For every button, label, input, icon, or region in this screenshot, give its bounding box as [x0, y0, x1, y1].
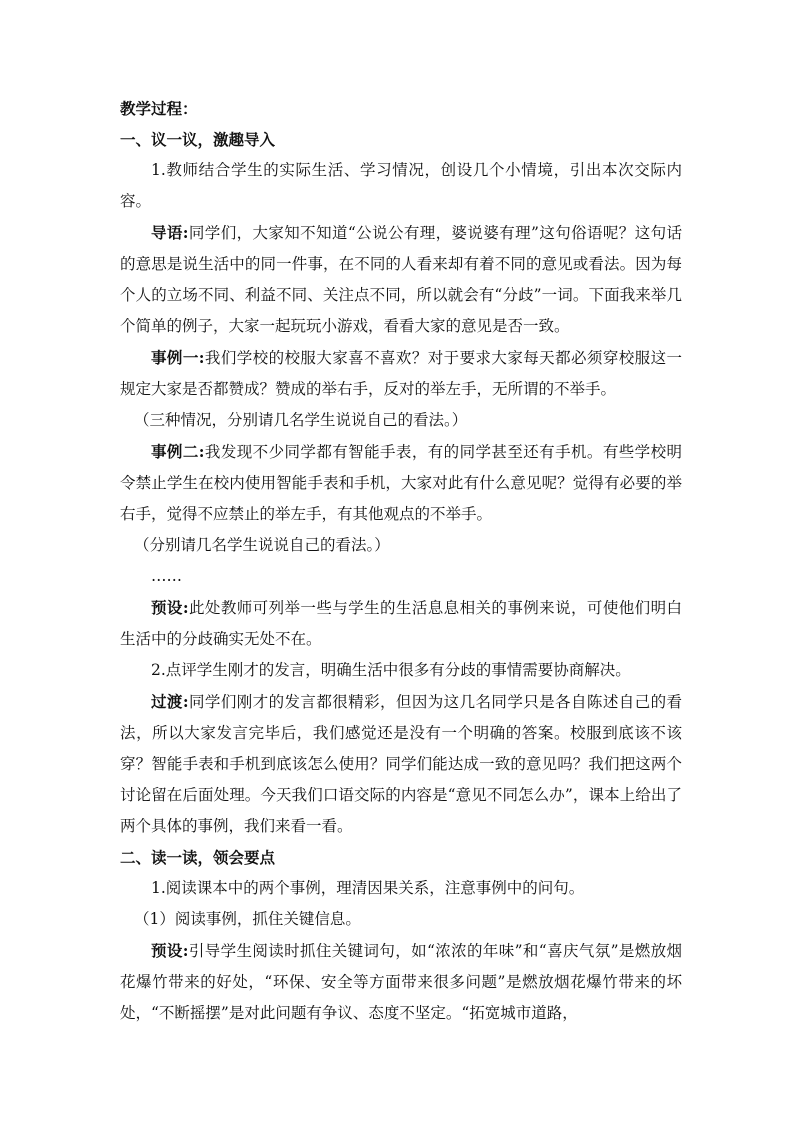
example-1-paragraph — [120, 342, 682, 405]
preset-text-2: 引导学生阅读时抓住关键词句，如“浓浓的年味”和“喜庆气氛”是燃放烟花爆竹带来的好处，“环保、安全等方面带来很多问题”是燃放烟花爆竹带来的坏处，“不断摇摆”是对此问题有争议、态度不坚定。“拓宽城市道路， — [120, 942, 682, 1022]
preset-paragraph-2 — [120, 935, 682, 1029]
section2-item-1: 1.阅读课本中的两个事例，理清因果关系，注意事例中的问句。 — [151, 879, 585, 897]
ellipsis: …… — [151, 567, 182, 585]
preset-paragraph-1 — [120, 592, 682, 655]
section2-sub-1: （1）阅读事例，抓住关键信息。 — [134, 910, 361, 928]
lead-paragraph — [120, 217, 682, 342]
preset-text-1: 此处教师可列举一些与学生的生活息息相关的事例来说，可使他们明白生活中的分歧确实无处不在。 — [120, 599, 682, 648]
lesson-content — [120, 93, 682, 1029]
section-title-2: 二、读一读，领会要点 — [120, 848, 276, 867]
example-1-text: 我们学校的校服大家喜不喜欢？对于要求大家每天都必须穿校服这一规定大家是否都赞成？赞成的举右手，反对的举左手，无所谓的不举手。 — [120, 349, 682, 398]
section1-item-1: 1.教师结合学生的实际生活、学习情况，创设几个小情境，引出本次交际内容。 — [120, 161, 682, 210]
example-2-note: （分别请几名学生说说自己的看法。） — [134, 536, 390, 554]
example-1-label: 事例一: — [151, 348, 205, 367]
example-1-note: （三种情况，分别请几名学生说说自己的看法。） — [134, 411, 468, 429]
section1-item-2: 2.点评学生刚才的发言，明确生活中很多有分歧的事情需要协商解决。 — [151, 661, 631, 679]
example-2-label: 事例二: — [151, 442, 205, 461]
preset-label-2: 预设: — [151, 941, 189, 960]
example-2-paragraph — [120, 436, 682, 530]
transition-paragraph — [120, 686, 682, 842]
lead-text: 同学们，大家知不知道“公说公有理，婆说婆有理”这句俗语呢？这句话的意思是说生活中的同一件事，在不同的人看来却有着不同的意见或看法。因为每个人的立场不同、利益不同、关注点不同，所以就会有“分歧”一词。下面我来举几个简单的例子，大家一起玩玩小游戏，看看大家的意见是否一致。 — [120, 224, 682, 335]
example-2-text: 我发现不少同学都有智能手表，有的同学甚至还有手机。有些学校明令禁止学生在校内使用智能手表和手机，大家对此有什么意见呢？觉得有必要的举右手，觉得不应禁止的举左手，有其他观点的不举手。 — [120, 443, 682, 523]
transition-label: 过渡: — [151, 692, 189, 711]
preset-label-1: 预设: — [151, 598, 189, 617]
section-title-1: 一、议一议，激趣导入 — [120, 130, 276, 149]
heading-teaching-process: 教学过程： — [120, 99, 198, 118]
lead-label: 导语: — [151, 223, 189, 242]
transition-text: 同学们刚才的发言都很精彩，但因为这几名同学只是各自陈述自己的看法，所以大家发言完毕后，我们感觉还是没有一个明确的答案。校服到底该不该穿？智能手表和手机到底该怎么使用？同学们能达成一致的意见吗？我们把这两个讨论留在后面处理。今天我们口语交际的内容是“意见不同怎么办”，课本上给出了两个具体的事例，我们来看一看。 — [120, 693, 682, 835]
